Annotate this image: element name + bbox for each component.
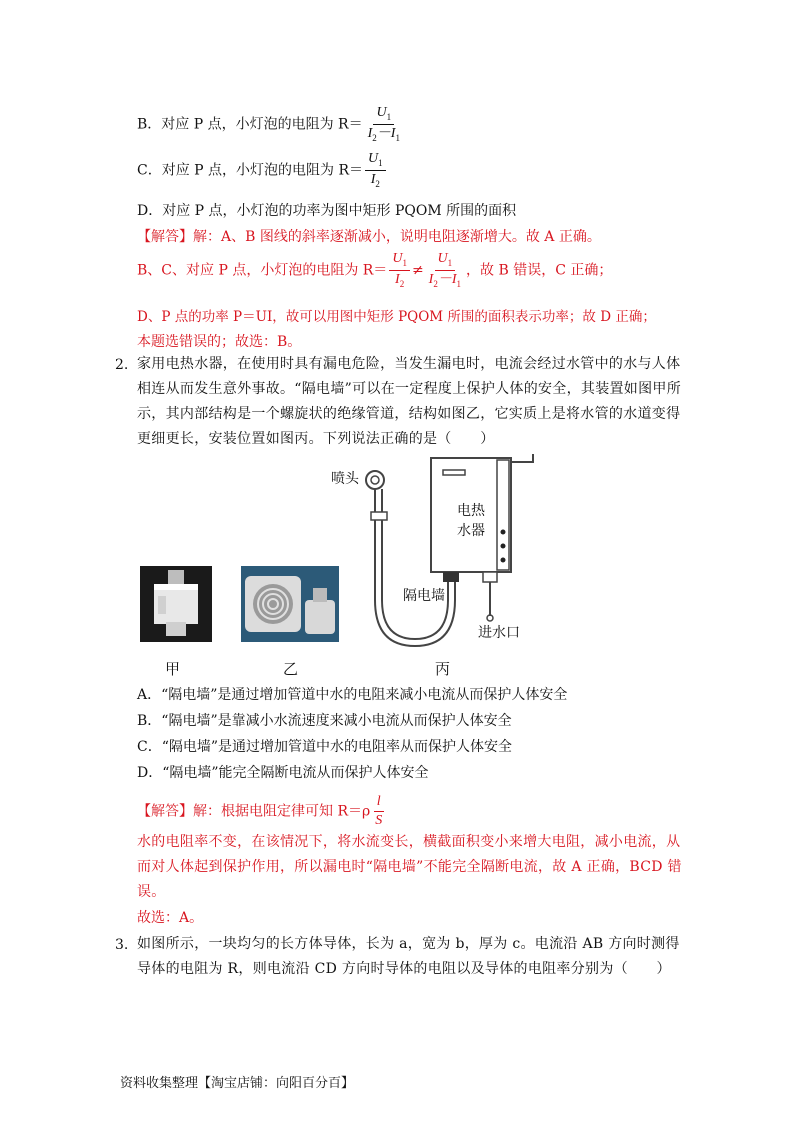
photo-jia [140,566,212,642]
label-heater-2: 水器 [457,523,485,539]
photo-yi [241,566,339,642]
q1-answer-line4: 本题选错误的；故选：B。 [137,334,302,350]
q2-option-c: C．“隔电墙”是通过增加管道中水的电阻率从而保护人体安全 [137,739,513,755]
formula-u1-over-i2: $\frac{U_1}{I_2}$ [365,152,386,189]
q2-option-a: A．“隔电墙”是通过增加管道中水的电阻来减小电流从而保护人体安全 [137,687,568,703]
caption-bing: 丙 [435,660,451,678]
label-nozzle: 喷头 [331,471,359,487]
q2-answer-line1: 【解答】解：根据电阻定律可知 R＝ρ $\frac{l}{S}$ [137,795,387,828]
q1-option-b-text: B．对应 P 点，小灯泡的电阻为 R＝ [137,116,363,133]
q3-number: 3. [115,937,129,953]
q2-answer-choice: 故选：A。 [137,910,204,926]
installation-diagram [357,450,547,650]
label-water-inlet: 进水口 [478,625,520,641]
q1-option-c-text: C．对应 P 点，小灯泡的电阻为 R＝ [137,162,364,179]
formula-l-over-s: $\frac{l}{S}$ [375,794,383,828]
answer-tag: 【解答】 [137,229,193,245]
label-isolation-wall: 隔电墙 [403,588,445,604]
q1-option-c [137,152,388,189]
q1-option-d: D．对应 P 点，小灯泡的功率为图中矩形 PQOM 所围的面积 [137,203,517,219]
q2-answer-para: 水的电阻率不变，在该情况下，将水流变长，横截面积变小来增大电阻，减小电流，从而对人体起到保护作用，所以漏电时“隔电墙”不能完全隔断电流，故 A 正确，BCD 错误。 [137,834,682,900]
spiral-channel-photo-icon [241,566,339,642]
formula-u1-over-i2-minus-i1-red: $\frac{U_1}{I_2-I_1}$ [428,251,462,289]
formula-u1-over-i2-minus-i1: $\frac{U_1}{I_2-I_1}$ [367,105,400,143]
q2-stem: 家用电热水器，在使用时具有漏电危险，当发生漏电时，电流会经过水管中的水与人体相连从而发生意外事故。“隔电墙”可以在一定程度上保护人体的安全，其装置如图甲所示，其内部结构是一个螺旋状的绝缘管道，结构如图乙，它实质上是将水管的水道变得更细更长，安装位置如图丙。下列说法正确的是（ ） [137,356,682,447]
q1-answer-line3: D、P 点的功率 P＝UI，故可以用图中矩形 PQOM 所围的面积表示功率；故 D 正确； [137,309,656,325]
page-footer: 资料收集整理【淘宝店铺：向阳百分百】 [120,1076,355,1091]
formula-u1-over-i2-red: $\frac{U_1}{I_2}$ [389,252,410,289]
q2-option-b: B．“隔电墙”是靠减小水流速度来减小电流从而保护人体安全 [137,713,512,729]
q1-answer-line1: 【解答】解：A、B 图线的斜率逐渐减小，说明电阻逐渐增大。故 A 正确。 [137,229,601,245]
answer-tag: 【解答】 [137,803,193,820]
q1-answer-line2: B、C、对应 P 点，小灯泡的电阻为 R＝ $\frac{U_1}{I_2}$ ≠ $\frac{U_1}{I_2-I_1}$ ，故 B 错误，C 正确； [137,251,613,289]
caption-jia: 甲 [165,660,181,678]
isolation-wall-photo-icon [140,566,212,642]
q2-option-d: D．“隔电墙”能完全隔断电流从而保护人体安全 [137,765,429,781]
label-heater-1: 电热 [457,503,485,519]
q2-figure [135,450,555,682]
caption-yi: 乙 [283,660,299,678]
q1-option-b [137,106,405,143]
q3-stem: 如图所示，一块均匀的长方体导体，长为 a，宽为 b，厚为 c。电流沿 AB 方向时测得导体的电阻为 R，则电流沿 CD 方向时导体的电阻以及导体的电阻率分别为（ ） [137,936,680,977]
q2-number: 2. [115,357,129,373]
